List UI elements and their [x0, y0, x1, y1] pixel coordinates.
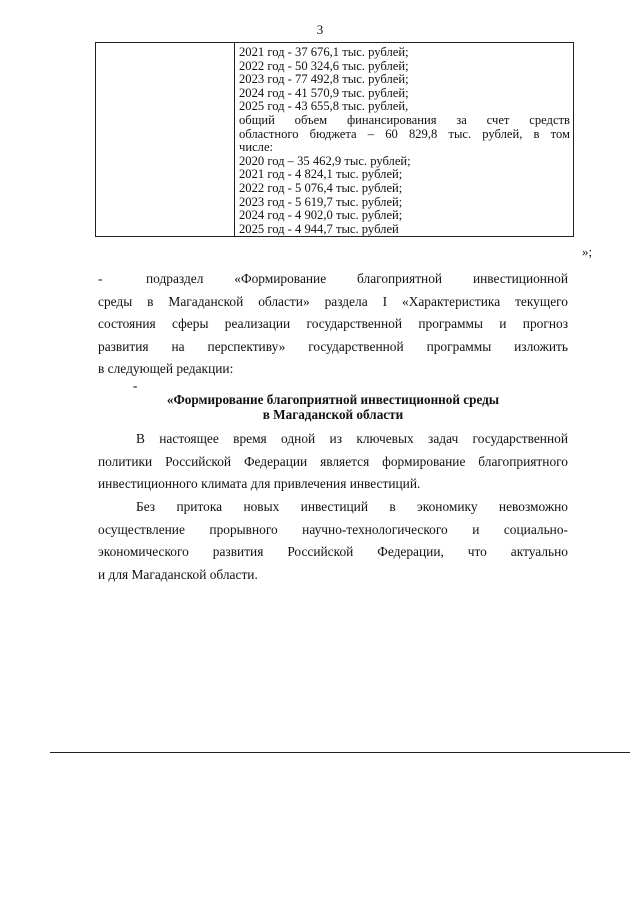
table-right-cell	[235, 43, 574, 237]
financing-line: 2024 год - 4 902,0 тыс. рублей;	[239, 208, 403, 223]
financing-line: 2020 год – 35 462,9 тыс. рублей;	[239, 153, 411, 168]
table-left-cell	[96, 43, 235, 237]
paragraph-line: экономического развития Российской Федерации, что актуально	[98, 544, 568, 560]
page-number: 3	[316, 22, 324, 37]
footer-rule	[50, 752, 630, 753]
closing-quote-mark: »;	[582, 244, 593, 259]
financing-line: 2025 год - 43 655,8 тыс. рублей,	[239, 99, 409, 114]
amendment-line: в следующей редакции:	[98, 361, 234, 377]
amendment-line: подраздел «Формирование благоприятной инвестиционной	[146, 271, 568, 286]
amendment-paragraph	[98, 268, 568, 381]
amendment-line-first	[98, 268, 568, 291]
paragraph-line: Без притока новых инвестиций в экономику невозможно	[136, 499, 568, 514]
financing-line: 2024 год - 41 570,9 тыс. рублей;	[239, 85, 409, 100]
financing-line: 2021 год - 37 676,1 тыс. рублей;	[239, 45, 409, 59]
section-paragraph-2	[98, 496, 568, 586]
paragraph-line: инвестиционного климата для привлечения инвестиций.	[98, 476, 421, 492]
financing-line: областного бюджета – 60 829,8 тыс. рублей, в том	[239, 126, 570, 141]
amendment-dash: -	[98, 271, 103, 286]
paragraph-line: и для Магаданской области.	[98, 566, 258, 582]
financing-line: 2023 год - 5 619,7 тыс. рублей;	[239, 194, 403, 209]
paragraph-line: В настоящее время одной из ключевых задач государственной	[136, 431, 568, 446]
section-dash: -	[133, 378, 138, 393]
financing-line: 2023 год - 77 492,8 тыс. рублей;	[239, 72, 409, 87]
section-title-line: «Формирование благоприятной инвестиционной среды	[166, 392, 500, 407]
amendment-line: состояния сферы реализации государственной программы и прогноз	[98, 316, 568, 332]
amendment-line: среды в Магаданской области» раздела I «Характеристика текущего	[98, 293, 568, 309]
financing-line: 2022 год - 5 076,4 тыс. рублей;	[239, 180, 403, 195]
paragraph-line: осуществление прорывного научно-технологического и социально-	[98, 521, 568, 537]
financing-line: числе:	[239, 140, 274, 155]
amendment-line: развития на перспективу» государственной программы изложить	[98, 338, 568, 354]
section-title	[98, 393, 568, 422]
financing-line: общий объем финансирования за счет средств	[239, 112, 570, 127]
paragraph-line: политики Российской Федерации является формирование благоприятного	[98, 453, 568, 469]
financing-line: 2021 год - 4 824,1 тыс. рублей;	[239, 167, 403, 182]
financing-line: 2022 год - 50 324,6 тыс. рублей;	[239, 58, 409, 73]
financing-table	[95, 42, 574, 237]
section-paragraph-1	[98, 428, 568, 496]
section-title-line: в Магаданской области	[262, 406, 404, 422]
financing-line: 2025 год - 4 944,7 тыс. рублей	[239, 221, 399, 236]
